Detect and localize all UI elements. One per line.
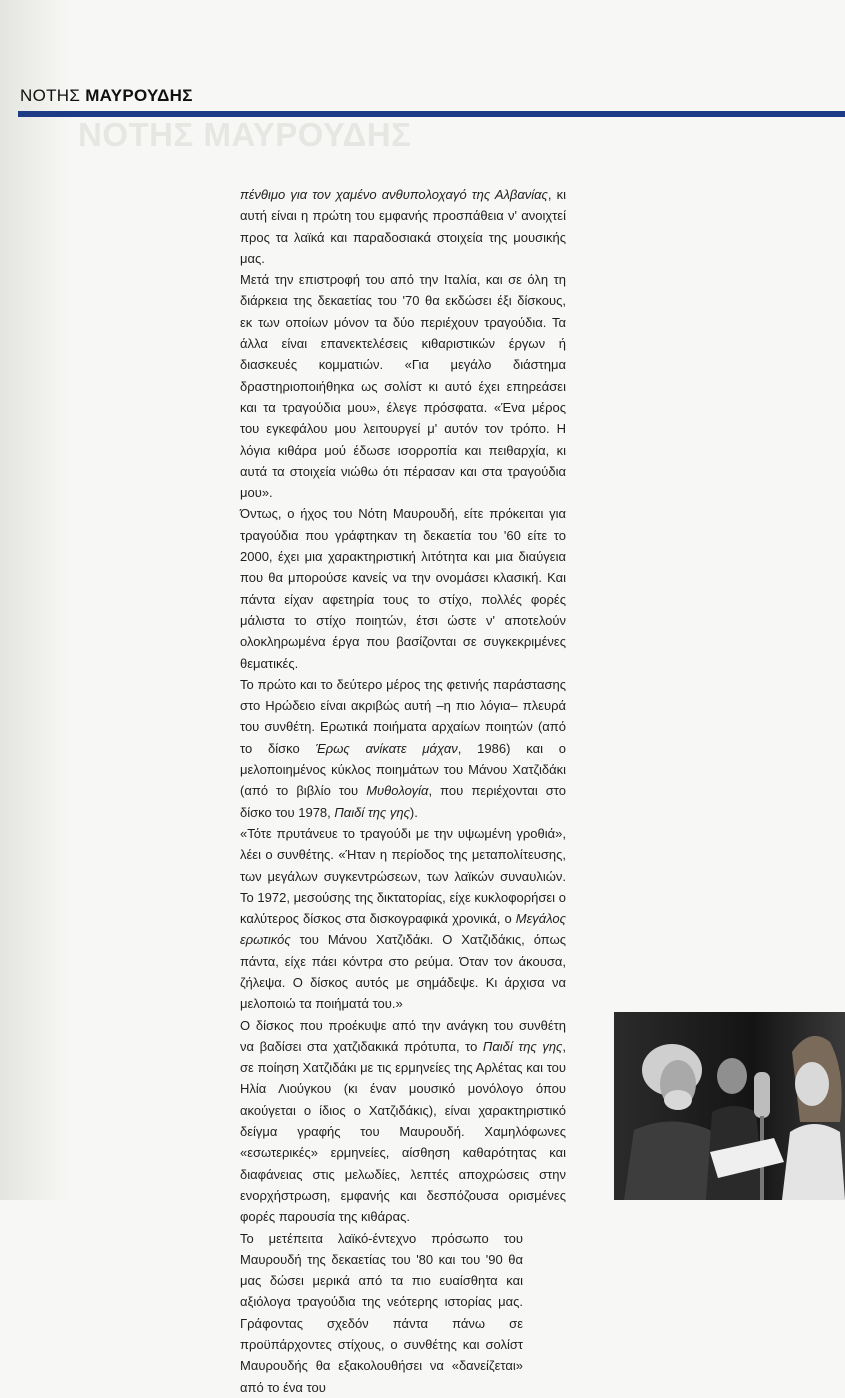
- italic-phrase: πένθιμο για τον χαμένο ανθυπολοχαγό της Αλβανίας: [240, 187, 548, 202]
- album-title: Παιδί της γης: [334, 804, 410, 820]
- paragraph-text: , που περιέχονται στο δίσκο του 1978,: [240, 783, 566, 820]
- album-title: Έρως ανίκατε μάχαν: [315, 740, 458, 756]
- paragraph-text: «Τότε πρυτάνευε το τραγούδι με την υψωμένη γροθιά», λέει ο συνθέτης. «Ήταν η περίοδος της μεταπολίτευσης, των μεγάλων συγκεντρώσεων, των λαϊκών συναυλιών. Το 1972, μεσούσης της δικτατορίας, είχε κυκλοφορήσει ο καλύτερος δίσκος στα δισκογραφικά χρονικά, ο: [240, 825, 566, 927]
- paragraph-4: [240, 674, 566, 823]
- album-title: Μεγάλος ερωτικός: [240, 911, 566, 948]
- running-header: [20, 86, 193, 106]
- paragraph-1: [240, 184, 566, 269]
- paragraph-3: Όντως, ο ήχος του Νότη Μαυρουδή, είτε πρόκειται για τραγούδια που γράφτηκαν τη δεκαετία του '60 είτε το 2000, έχει μια χαρακτηριστική λιτότητα και μια διαύγεια που θα μπορούσε κανείς να την ονομάσει κλασική. Και πάντα είχαν αφετηρία τους το στίχο, πολλές φορές μάλιστα το στίχο ποιητών, έτσι ώστε ν' αποτελούν ολοκληρωμένα έργα που βασίζονται σε συγκεκριμένες θεματικές.: [240, 506, 566, 671]
- paragraph-text: ).: [409, 804, 418, 820]
- ghost-watermark-title: ΝΟΤΗΣ ΜΑΥΡΟΥΔΗΣ: [78, 116, 412, 153]
- paragraph-5: [240, 823, 566, 1015]
- paragraph-7: Το μετέπειτα λαϊκό-έντεχνο πρόσωπο του Μαυρουδή της δεκαετίας του '80 και του '90 θα μας δώσει μερικά από τα πιο ευαίσθητα και αξιόλογα τραγούδια της νεότερης ιστορίας μας. Γράφοντας σχεδόν πάντα πάνω σε προϋπάρχοντες στίχους, ο συνθέτης και σολίστ Μαυρουδής θα εξακολουθήσει να «δανείζεται» από το ένα του: [240, 1230, 523, 1395]
- musicians-photo: [614, 1012, 845, 1200]
- paragraph-text: Το πρώτο και το δεύτερο μέρος της φετινής παράστασης στο Ηρώδειο είναι ακριβώς αυτή –η πιο λόγια– πλευρά του συνθέτη. Ερωτικά ποιήματα αρχαίων ποιητών (από το δίσκο: [240, 676, 566, 756]
- page-gutter-shadow: [0, 0, 70, 1200]
- header-last-name: ΜΑΥΡΟΥΔΗΣ: [85, 86, 193, 105]
- paragraph-text: του Μάνου Χατζιδάκι. Ο Χατζιδάκις, όπως πάντα, είχε πάει κόντρα στο ρεύμα. Όταν τον άκουσα, ζήλεψα. Ο δίσκος αυτός με σημάδεψε. Κι άρχισα να μελοποιώ τα ποιήματά του.»: [240, 932, 566, 1012]
- paragraph-6: [240, 1015, 566, 1228]
- paragraph-2: Μετά την επιστροφή του από την Ιταλία, και σε όλη τη διάρκεια της δεκαετίας του '70 θα εκδώσει έξι δίσκους, εκ των οποίων μόνον τα δύο περιέχουν τραγούδια. Τα άλλα είναι επανεκτελέσεις κιθαριστικών έργων ή διασκευές κομματιών. «Για μεγάλο διάστημα δραστηριοποιήθηκα ως σολίστ κι αυτό έχει επηρεάσει και τα τραγούδια μου», έλεγε πρόσφατα. «Ένα μέρος του εγκεφάλου μου λειτουργεί μ' αυτόν τον τρόπο. Η λόγια κιθάρα μού έδωσε ισορροπία και πειθαρχία, κι αυτά τα στοιχεία νιώθω ότι πέρασαν και στα τραγούδια μου».: [240, 272, 566, 501]
- book-title: Μυθολογία: [366, 783, 429, 799]
- paragraph-text: , σε ποίηση Χατζιδάκι με τις ερμηνείες της Αρλέτας και του Ηλία Λιούγκου (κι έναν μουσικό μονόλογο όπου ακούγεται ο ίδιος ο Χατζιδάκις), είναι χαρακτηριστικό δείγμα γραφής του Μαυρουδή. Χαμηλόφωνες «εσωτερικές» ερμηνείες, αίσθηση καθαρότητας και διαφάνειας στις μελωδίες, λεπτές αποχρώσεις στην ενορχήστρωση, εμφανής και δεσπόζουσα ορισμένες φορές παρουσία της κιθάρας.: [240, 1038, 566, 1225]
- paragraph-text: , 1986) και ο μελοποιημένος κύκλος ποιημάτων του Μάνου Χατζιδάκι (από το βιβλίο του: [240, 740, 567, 799]
- photo-illustration: [614, 1012, 845, 1200]
- article-body: [240, 184, 566, 1398]
- album-title: Παιδί της γης: [482, 1038, 563, 1054]
- header-first-name: ΝΟΤΗΣ: [20, 86, 81, 105]
- paragraph-text: Ο δίσκος που προέκυψε από την ανάγκη του συνθέτη να βαδίσει στα χατζιδακικά πρότυπα, το: [240, 1017, 566, 1054]
- paragraph-text: , κι αυτή είναι η πρώτη του εμφανής προσπάθεια ν' ανοιχτεί προς τα λαϊκά και παραδοσιακά στοιχεία της μουσικής μας.: [240, 187, 566, 266]
